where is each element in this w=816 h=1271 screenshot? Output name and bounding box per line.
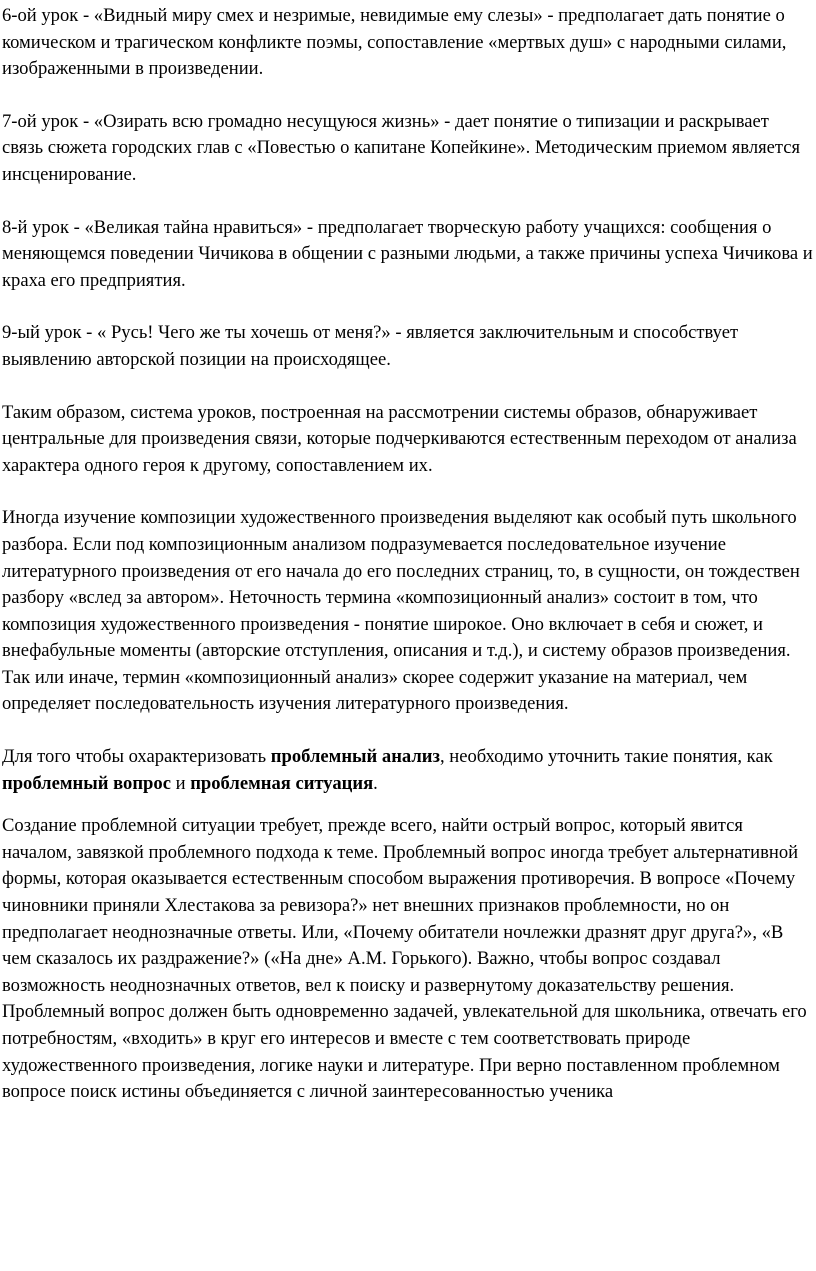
term-problem-situation: проблемная ситуация [190, 772, 374, 794]
paragraph-problem-situation: Создание проблемной ситуации требует, прежде всего, найти острый вопрос, который явится началом, завязкой проблемного подхода к теме. Проблемный вопрос иногда требует альтернативной формы, которая оказывается естественным способом выражения противоречия. В вопросе «Почему чиновники приняли Хлестакова за ревизора?» нет внешних признаков проблемности, но он предполагает неоднозначные ответы. Или, «Почему обитатели ночлежки дразнят друг друга?», «В чем сказалось их раздражение?» («На дне» А.М. Горького). Важно, чтобы вопрос создавал возможность неоднозначных ответов, вел к поиску и развернутому доказательству решения. Проблемный вопрос должен быть одновременно задачей, увлекательной для школьника, отвечать его потребностям, «входить» в круг его интересов и вместе с тем соответствовать природе художественного произведения, логике науки и литературе. При верно поставленном проблемном вопросе поиск истины объединяется с личной заинтересованностью ученика [2, 815, 807, 1103]
paragraph-lesson-7: 7-ой урок - «Озирать всю громадно несущуюся жизнь» - дает понятие о типизации и раскрывает связь сюжета городских глав с «Повестью о капитане Копейкине». Методическим приемом является инсценирование. [2, 110, 801, 185]
problem-intro-text-1: Для того чтобы охарактеризовать [2, 746, 271, 768]
paragraph-lesson-9: 9-ый урок - « Русь! Чего же ты хочешь от меня?» - является заключительным и способствует выявлению авторской позиции на происходящее. [2, 322, 739, 370]
problem-intro-text-2: , необходимо уточнить такие понятия, как [440, 746, 773, 768]
paragraph-lesson-6: 6-ой урок - «Видный миру смех и незримые, невидимые ему слезы» - предполагает дать понятие о комическом и трагическом конфликте поэмы, сопоставление «мертвых душ» с народными силами, изображенными в произведении. [2, 5, 787, 80]
document-page [2, 0, 814, 1132]
problem-intro-text-3: и [170, 772, 191, 794]
paragraph-composition: Иногда изучение композиции художественного произведения выделяют как особый путь школьного разбора. Если под композиционным анализом подразумевается последовательное изучение литературного произведения от его начала до его последних страниц, то, в сущности, он тождествен разбору «вслед за автором». Неточность термина «композиционный анализ» состоит в том, что композиция художественного произведения - понятие широкое. Оно включает в себя и сюжет, и внефабульные моменты (авторские отступления, описания и т.д.), и систему образов произведения. Так или иначе, термин «композиционный анализ» скорее содержит указание на материал, чем определяет последовательность изучения литературного произведения. [2, 507, 800, 715]
term-problem-question: проблемный вопрос [2, 772, 171, 794]
term-problem-analysis: проблемный анализ [270, 746, 440, 768]
paragraph-problem-intro [2, 744, 814, 797]
paragraph-summary: Таким образом, система уроков, построенная на рассмотрении системы образов, обнаруживает центральные для произведения связи, которые подчеркиваются естественным переходом от анализа характера одного героя к другому, сопоставлением их. [2, 401, 797, 476]
paragraph-lesson-8: 8-й урок - «Великая тайна нравиться» - предполагает творческую работу учащихся: сообщения о меняющемся поведении Чичикова в общении с разными людьми, а также причины успеха Чичикова и краха его предприятия. [2, 216, 813, 291]
problem-intro-text-4: . [373, 772, 378, 794]
